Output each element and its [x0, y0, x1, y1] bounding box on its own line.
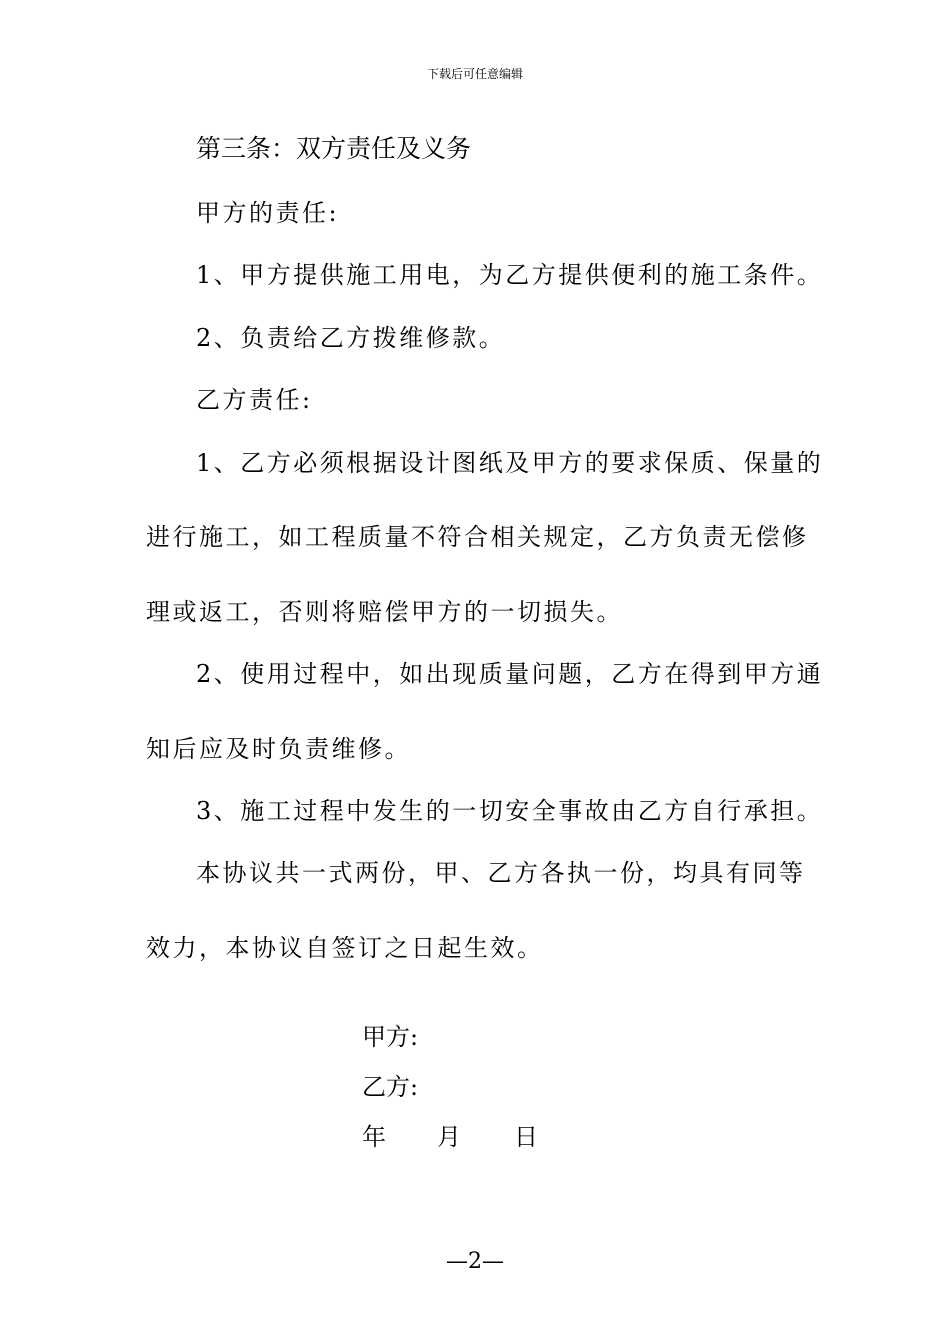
date-month-label: 月 — [437, 1123, 461, 1151]
party-b-item-1-line-2: 进行施工，如工程质量不符合相关规定，乙方负责无偿修 — [146, 523, 809, 551]
article-title: 第三条：双方责任及义务 — [196, 134, 472, 163]
page-number: —2— — [446, 1249, 504, 1274]
party-b-signature-label: 乙方: — [362, 1073, 419, 1101]
party-b-item-1-line-3: 理或返工，否则将赔偿甲方的一切损失。 — [146, 598, 623, 626]
party-a-heading: 甲方的责任: — [196, 199, 340, 227]
party-b-item-2-line-1: 2、使用过程中，如出现质量问题，乙方在得到甲方通 — [196, 660, 824, 688]
closing-line-2: 效力，本协议自签订之日起生效。 — [146, 934, 544, 962]
party-a-signature-label: 甲方: — [362, 1023, 419, 1051]
party-b-item-2-line-2: 知后应及时负责维修。 — [146, 735, 411, 763]
date-year-label: 年 — [362, 1123, 386, 1151]
party-b-item-3: 3、施工过程中发生的一切安全事故由乙方自行承担。 — [196, 797, 824, 825]
party-b-heading: 乙方责任: — [196, 386, 313, 414]
closing-line-1: 本协议共一式两份，甲、乙方各执一份，均具有同等 — [196, 859, 806, 887]
date-day-label: 日 — [514, 1123, 538, 1151]
party-a-item-2: 2、负责给乙方拨维修款。 — [196, 324, 506, 352]
party-a-item-1: 1、甲方提供施工用电，为乙方提供便利的施工条件。 — [196, 261, 824, 289]
page-header: 下载后可任意编辑 — [426, 67, 523, 81]
party-b-item-1-line-1: 1、乙方必须根据设计图纸及甲方的要求保质、保量的 — [196, 449, 824, 477]
